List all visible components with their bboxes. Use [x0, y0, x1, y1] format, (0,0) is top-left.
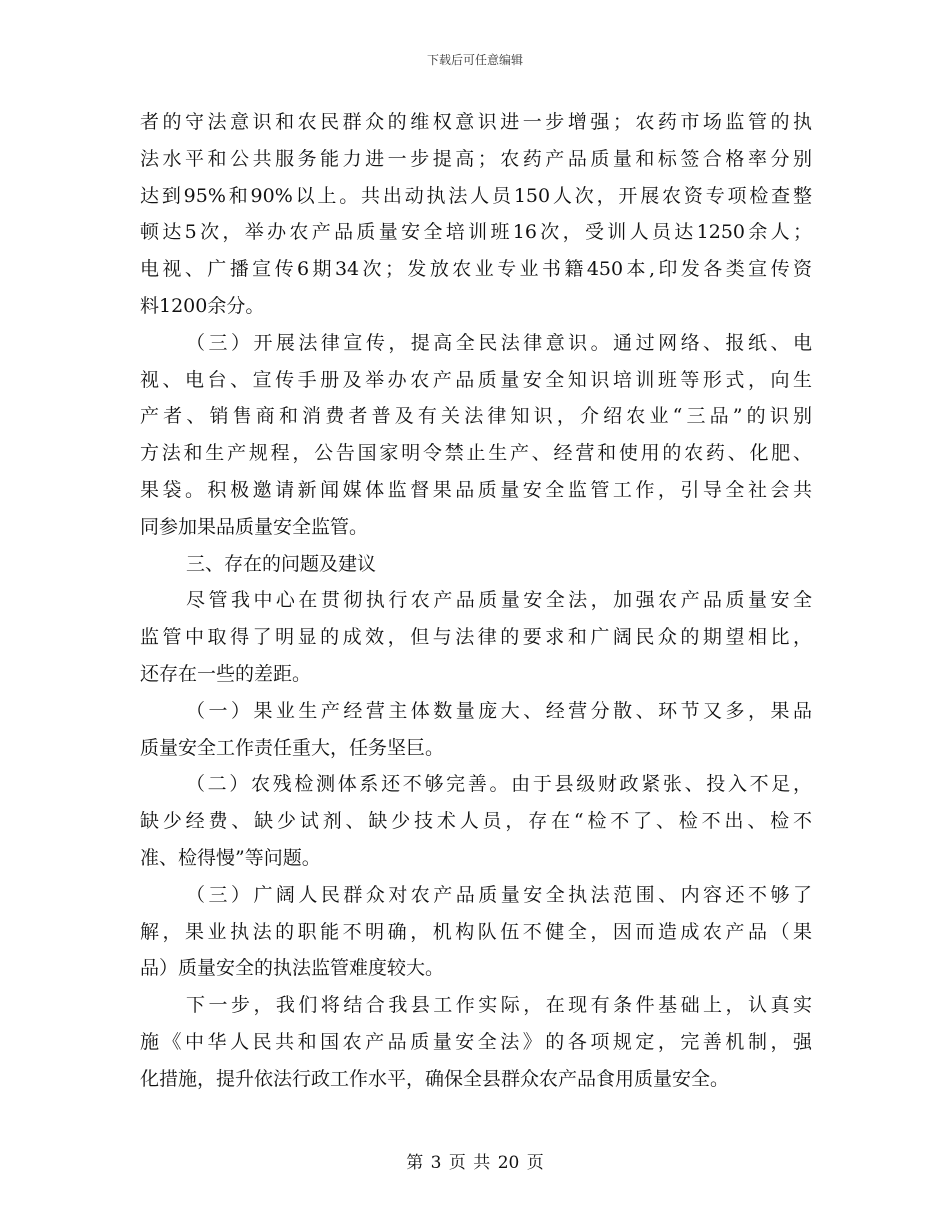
text-line: 法水平和公共服务能力进一步提高；农药产品质量和标签合格率分别 [140, 147, 812, 170]
text-line: 电视、广播宣传6期34次；发放农业专业书籍450本,印发各类宣传资 [140, 258, 812, 281]
text-line: 监管中取得了明显的成效，但与法律的要求和广阔民众的期望相比， [140, 626, 812, 649]
text-line: 方法和生产规程，公告国家明令禁止生产、经营和使用的农药、化肥、 [140, 442, 812, 465]
text-line: 产者、销售商和消费者普及有关法律知识，介绍农业“三品”的识别 [140, 405, 812, 428]
page-footer: 第 3 页 共 20 页 [406, 1153, 544, 1173]
text-line: 下一步，我们将结合我县工作实际，在现有条件基础上，认真实 [186, 994, 812, 1017]
paragraph [140, 582, 812, 692]
paragraph [140, 877, 812, 987]
text-line: 者的守法意识和农民群众的维权意识进一步增强；农药市场监管的执 [140, 111, 812, 133]
paragraph [140, 987, 812, 1097]
text-line: 质量安全工作责任重大，任务坚巨。 [140, 736, 445, 759]
text-line: （三）开展法律宣传，提高全民法律意识。通过网络、报纸、电 [186, 331, 812, 354]
text-line: （三）广阔人民群众对农产品质量安全执法范围、内容还不够了 [186, 883, 812, 906]
text-line: （二）农残检测体系还不够完善。由于县级财政紧张、投入不足， [186, 773, 812, 796]
text-line: 三、存在的问题及建议 [186, 552, 377, 575]
document-body [140, 104, 812, 1098]
paragraph [140, 104, 812, 325]
text-line: 同参加果品质量安全监管。 [140, 515, 369, 538]
text-line: 料1200余分。 [140, 294, 265, 317]
paragraph [140, 546, 812, 583]
text-line: 尽管我中心在贯彻执行农产品质量安全法，加强农产品质量安全 [186, 589, 812, 612]
text-line: 品）质量安全的执法监管难度较大。 [140, 957, 445, 980]
paragraph [140, 766, 812, 876]
text-line: 解，果业执法的职能不明确，机构队伍不健全，因而造成农产品（果 [140, 920, 812, 943]
text-line: （一）果业生产经营主体数量庞大、经营分散、环节又多，果品 [186, 699, 812, 722]
text-line: 达到95%和90%以上。共出动执法人员150人次，开展农资专项检查整 [140, 184, 812, 207]
text-line: 化措施，提升依法行政工作水平，确保全县群众农产品食用质量安全。 [140, 1067, 730, 1090]
text-line: 施《中华人民共和国农产品质量安全法》的各项规定，完善机制，强 [140, 1030, 812, 1053]
text-line: 准、检得慢”等问题。 [140, 846, 321, 869]
page-header: 下载后可任意编辑 [426, 53, 523, 67]
text-line: 视、电台、宣传手册及举办农产品质量安全知识培训班等形式，向生 [140, 368, 812, 391]
paragraph [140, 693, 812, 767]
text-line: 还存在一些的差距。 [140, 662, 312, 685]
paragraph [140, 325, 812, 546]
text-line: 顿达5次，举办农产品质量安全培训班16次，受训人员达1250余人； [140, 221, 812, 244]
text-line: 果袋。积极邀请新闻媒体监督果品质量安全监管工作，引导全社会共 [140, 478, 812, 501]
text-line: 缺少经费、缺少试剂、缺少技术人员，存在“检不了、检不出、检不 [140, 810, 812, 833]
